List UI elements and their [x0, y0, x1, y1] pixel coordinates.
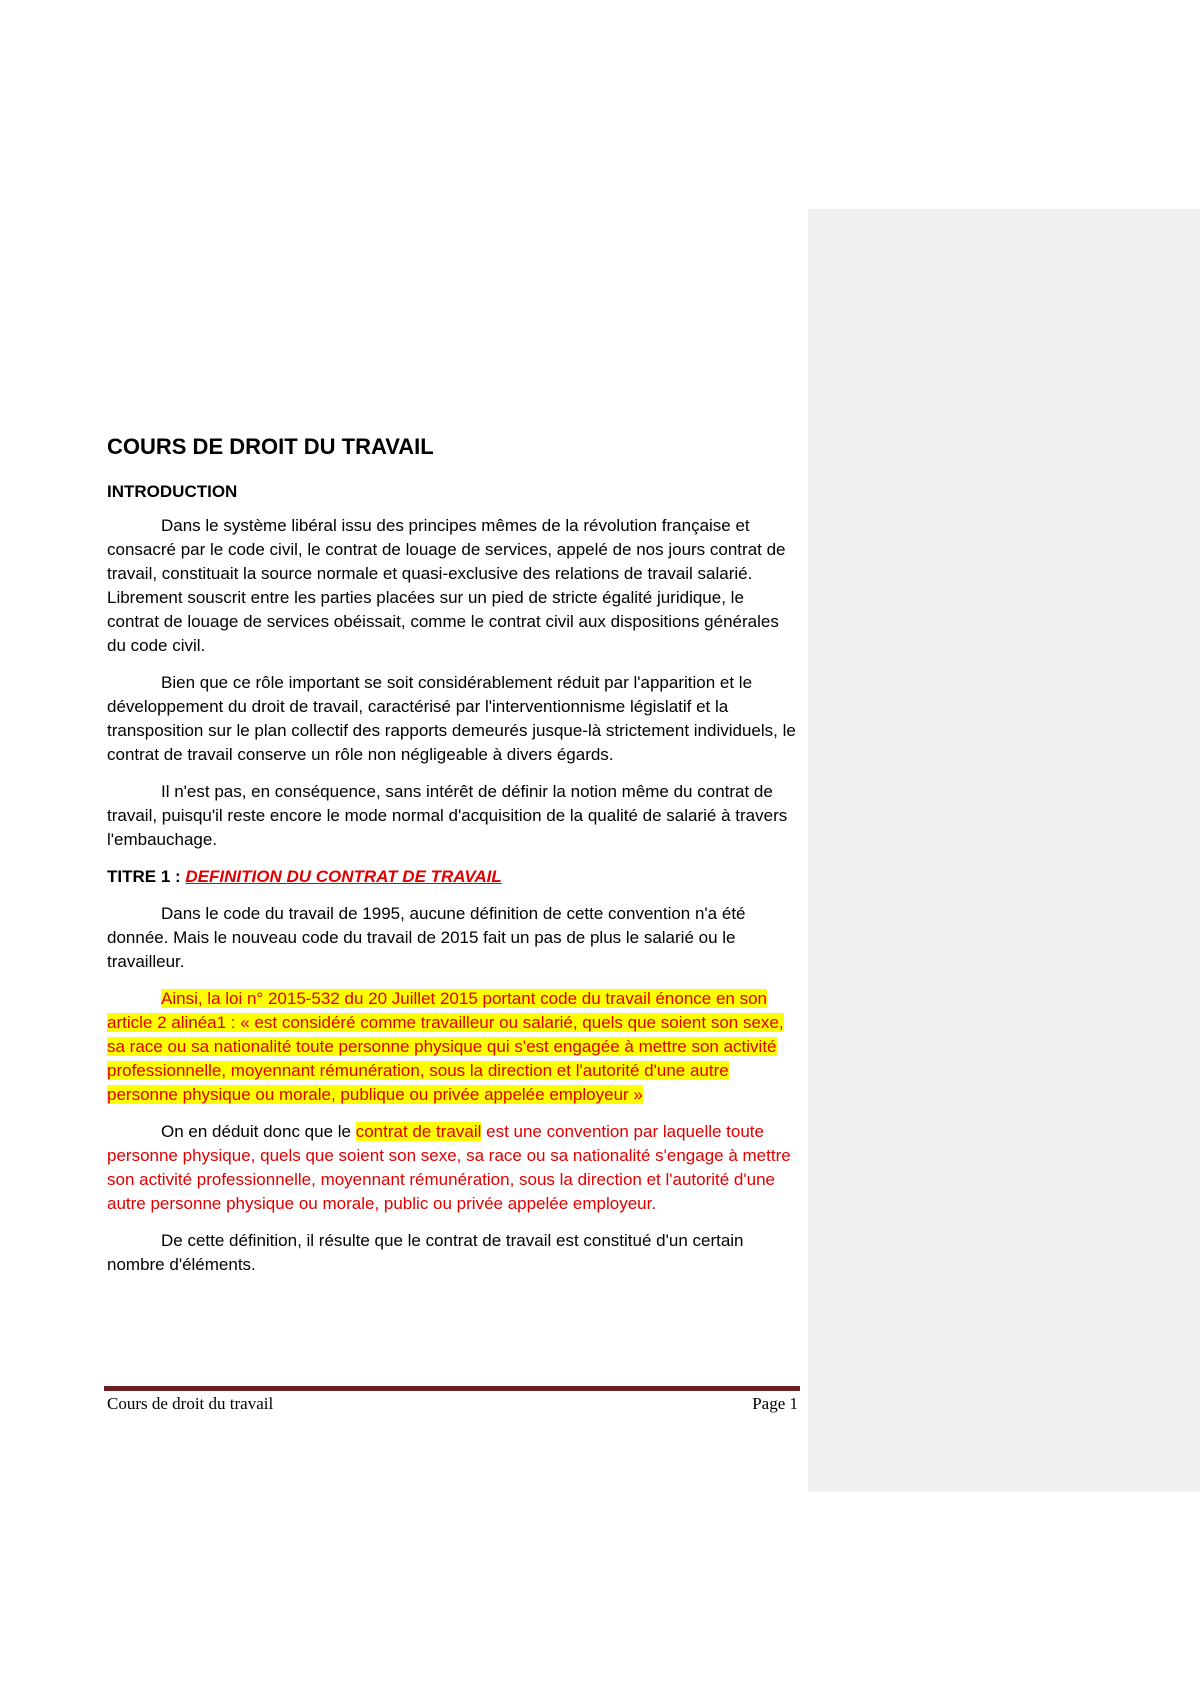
document-title: COURS DE DROIT DU TRAVAIL	[107, 434, 434, 459]
deduction-rest: est une convention par laquelle toute personne physique, quels que soient son sexe, sa race ou sa nationalité s'engage à mettre son activité professionnelle, moyennant rémunération, sous la direction et l'autorité d'une autre personne physique ou morale, public ou privée appelée employeur.	[107, 1122, 791, 1213]
titre-1-prefix: TITRE 1 :	[107, 867, 186, 886]
titre-1-paragraph: Dans le code du travail de 1995, aucune définition de cette convention n'a été donnée. Mais le nouveau code du travail de 2015 fait un pas de plus le salarié ou le travailleur.	[107, 904, 746, 971]
highlighted-paragraph	[107, 987, 799, 1107]
page-body	[107, 432, 799, 1290]
deduction-highlight: contrat de travail	[355, 1122, 482, 1141]
highlighted-law-text: Ainsi, la loi n° 2015-532 du 20 Juillet 2015 portant code du travail énonce en son article 2 alinéa1 : « est considéré comme travailleur ou salarié, quels que soient son sexe, sa race ou sa nationalité toute personne physique qui s'est engagée à mettre son activité professionnelle, moyennant rémunération, sous la direction et l'autorité d'une autre personne physique ou morale, publique ou privée appelée employeur »	[107, 989, 784, 1104]
titre-1-heading	[107, 865, 799, 889]
final-paragraph: De cette définition, il résulte que le contrat de travail est constitué d'un certain nombre d'éléments.	[107, 1231, 744, 1274]
introduction-heading: INTRODUCTION	[107, 482, 238, 501]
footer-left-text: Cours de droit du travail	[107, 1394, 274, 1413]
comment-pane	[808, 209, 1200, 1492]
deduction-paragraph	[107, 1120, 799, 1216]
intro-paragraph-3: Il n'est pas, en conséquence, sans intérêt de définir la notion même du contrat de travail, puisqu'il reste encore le mode normal d'acquisition de la qualité de salarié à travers l'embauchage.	[107, 782, 788, 849]
intro-paragraph-1: Dans le système libéral issu des principes mêmes de la révolution française et consacré par le code civil, le contrat de louage de services, appelé de nos jours contrat de travail, constituait la source normale et quasi-exclusive des relations de travail salarié. Librement souscrit entre les parties placées sur un pied de stricte égalité juridique, le contrat de louage de services obéissait, comme le contrat civil aux dispositions générales du code civil.	[107, 516, 786, 655]
deduction-intro: On en déduit donc que le	[161, 1122, 356, 1141]
footer-rule	[104, 1386, 800, 1391]
footer-page-number: Page 1	[752, 1394, 798, 1413]
titre-1-title: DEFINITION DU CONTRAT DE TRAVAIL	[185, 867, 502, 886]
intro-paragraph-2: Bien que ce rôle important se soit considérablement réduit par l'apparition et le développement du droit de travail, caractérisé par l'interventionnisme législatif et la transposition sur le plan collectif des rapports demeurés jusque-là strictement individuels, le contrat de travail conserve un rôle non négligeable à divers égards.	[107, 673, 796, 764]
